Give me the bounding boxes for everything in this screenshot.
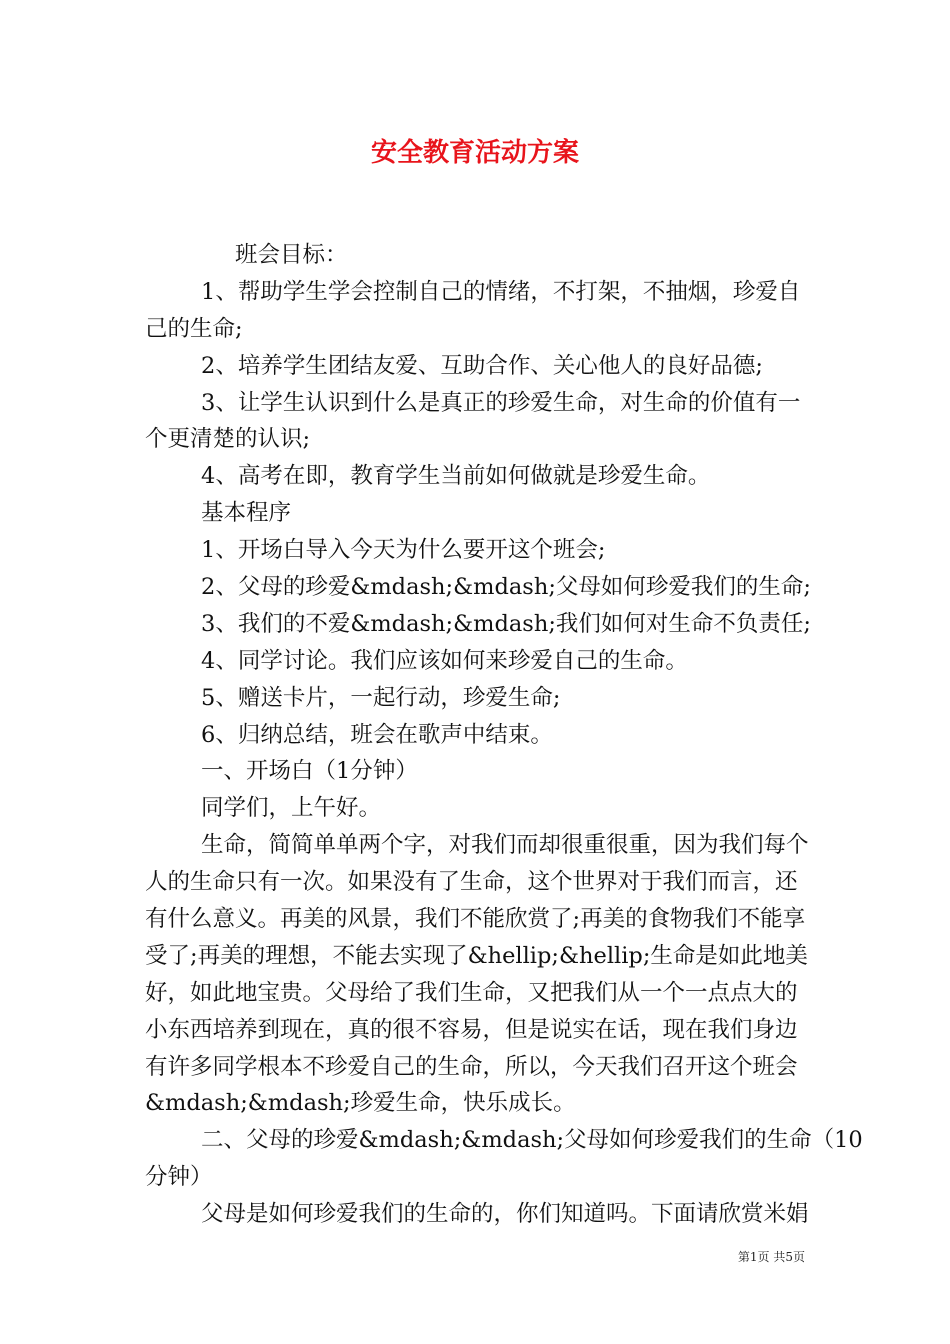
text-line: 基本程序 bbox=[201, 500, 292, 527]
text-line: 受了;再美的理想，不能去实现了&hellip;&hellip;生命是如此地美 bbox=[145, 942, 808, 969]
text-line: 有许多同学根本不珍爱自己的生命，所以，今天我们召开这个班会 bbox=[145, 1053, 798, 1080]
text-line: 1、开场白导入今天为什么要开这个班会; bbox=[201, 537, 606, 564]
page-number: 第1页 共5页 bbox=[737, 1250, 805, 1264]
text-line: &mdash;&mdash;珍爱生命，快乐成长。 bbox=[145, 1090, 576, 1117]
text-line: 好，如此地宝贵。父母给了我们生命，又把我们从一个一点点大的 bbox=[145, 979, 798, 1006]
text-line: 班会目标： bbox=[235, 242, 348, 268]
text-line: 己的生命; bbox=[145, 315, 243, 342]
text-line: 个更清楚的认识; bbox=[145, 426, 311, 453]
text-line: 5、赠送卡片，一起行动，珍爱生命; bbox=[201, 684, 561, 711]
text-line: 人的生命只有一次。如果没有了生命，这个世界对于我们而言，还 bbox=[145, 869, 798, 896]
text-line: 4、高考在即，教育学生当前如何做就是珍爱生命。 bbox=[201, 463, 711, 490]
text-line: 2、父母的珍爱&mdash;&mdash;父母如何珍爱我们的生命; bbox=[201, 574, 811, 601]
document-body bbox=[145, 237, 863, 1233]
document-title: 安全教育活动方案 bbox=[370, 138, 579, 168]
text-line: 4、同学讨论。我们应该如何来珍爱自己的生命。 bbox=[201, 647, 688, 674]
text-line: 小东西培养到现在，真的很不容易，但是说实在话，现在我们身边 bbox=[145, 1016, 798, 1043]
text-line: 3、我们的不爱&mdash;&mdash;我们如何对生命不负责任; bbox=[201, 610, 811, 637]
text-line: 父母是如何珍爱我们的生命的，你们知道吗。下面请欣赏米娟 bbox=[201, 1201, 809, 1228]
text-line: 6、归纳总结，班会在歌声中结束。 bbox=[201, 721, 553, 748]
text-line: 二、父母的珍爱&mdash;&mdash;父母如何珍爱我们的生命（10 bbox=[201, 1127, 863, 1154]
text-line: 1、帮助学生学会控制自己的情绪，不打架，不抽烟，珍爱自 bbox=[201, 278, 801, 305]
text-line: 生命，简简单单两个字，对我们而却很重很重，因为我们每个 bbox=[201, 832, 809, 859]
text-line: 有什么意义。再美的风景，我们不能欣赏了;再美的食物我们不能享 bbox=[145, 906, 806, 933]
text-line: 3、让学生认识到什么是真正的珍爱生命，对生命的价值有一 bbox=[201, 389, 801, 416]
text-line: 2、培养学生团结友爱、互助合作、关心他人的良好品德; bbox=[201, 352, 763, 379]
text-line: 同学们，上午好。 bbox=[201, 795, 382, 822]
text-line: 分钟） bbox=[145, 1164, 213, 1191]
text-line: 一、开场白（1分钟） bbox=[201, 758, 418, 785]
